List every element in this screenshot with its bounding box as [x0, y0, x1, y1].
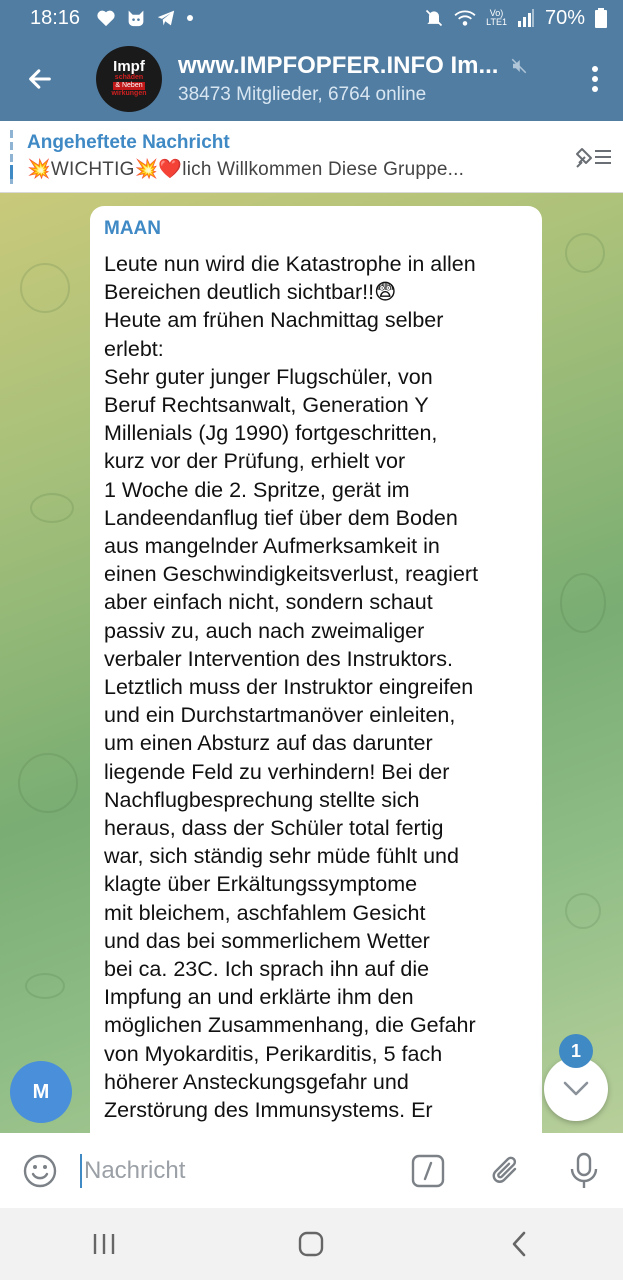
status-time: 18:16	[30, 6, 81, 29]
battery-icon	[595, 8, 607, 28]
message-sender[interactable]: MAAN	[104, 218, 161, 239]
chat-info[interactable]	[178, 52, 567, 106]
telegram-icon	[156, 9, 176, 27]
message-input-wrapper	[80, 1133, 389, 1208]
signal-icon	[517, 9, 535, 27]
slash-command-icon	[410, 1153, 446, 1189]
battery-level: 70%	[544, 6, 585, 29]
more-vertical-icon	[591, 65, 599, 93]
emoji-icon	[22, 1153, 58, 1189]
chat-subtitle: 38473 Mitglieder, 6764 online	[178, 83, 427, 105]
mute-bell-icon	[424, 8, 444, 28]
microphone-icon	[569, 1152, 599, 1190]
pinned-text: 💥WICHTIG💥❤️lich Willkommen Diese Gruppe...	[27, 159, 465, 180]
status-bar	[0, 0, 623, 36]
cat-icon	[126, 9, 146, 27]
channel-avatar[interactable]: Impf schäden & Neben wirkungen	[96, 46, 162, 112]
unread-badge: 1	[559, 1034, 593, 1068]
wifi-icon	[454, 9, 476, 27]
back-button[interactable]	[0, 36, 80, 121]
lte-indicator: Vo) LTE1	[486, 8, 507, 27]
message-composer	[0, 1133, 623, 1208]
home-button[interactable]	[251, 1208, 371, 1280]
pin-list-icon	[573, 143, 613, 171]
chat-title: www.IMPFOPFER.INFO Im...	[178, 51, 499, 79]
arrow-left-icon	[26, 65, 54, 93]
home-icon	[297, 1230, 325, 1258]
message-text: Leute nun wird die Katastrophe in allen Bereichen deutlich sichtbar!!😨 Heute am frühen Nachmittag selber erlebt: Sehr guter junger Flugschüler, von Beruf Rechtsanwalt, Generation Y Millenials (Jg 1990) fortgeschritten, kurz vor der Prüfung, erhielt vor 1 Woche die 2. Spritze, gerät im Landeendanflug tief über dem Boden aus mangelnder Aufmerksamkeit in einen Geschwindigkeitsverlust, reagiert aber einfach nicht, sondern schaut passiv zu, auch nach zweimaliger verbaler Intervention des Instruktors. Letztlich muss der Instruktor eingreifen und ein Durchstartmanöver einleiten, um einen Absturz auf das darunter liegende Feld zu verhindern! Bei der Nachflugbesprechung stellte sich heraus, dass der Schüler total fertig war, sich ständig sehr müde fühlt und klagte über Erkältungssymptome mit bleichem, aschfahlem Gesicht und das bei sommerlichem Wetter bei ca. 23C. Ich sprach ihn auf die Impfung an und erklärte ihm den möglichen Zusammenhang, die Gefahr von Myokarditis, Perikarditis, 5 fach höherer Ansteckungsgefahr und Zerstörung des Immunsystems. Er	[104, 252, 479, 1123]
back-nav-button[interactable]	[459, 1208, 579, 1280]
avatar[interactable]: M	[10, 1061, 72, 1123]
command-button[interactable]	[389, 1153, 467, 1189]
message-input[interactable]	[84, 1157, 384, 1185]
emoji-button[interactable]	[0, 1153, 80, 1189]
pinned-title: Angeheftete Nachricht	[27, 132, 230, 153]
chevron-left-icon	[510, 1230, 528, 1258]
chevron-down-icon	[562, 1080, 590, 1098]
mic-button[interactable]	[545, 1152, 623, 1190]
chat-header	[0, 36, 623, 121]
recents-icon	[91, 1232, 117, 1256]
system-nav-bar	[0, 1208, 623, 1280]
dot-icon	[186, 14, 194, 22]
message-bubble[interactable]	[90, 206, 542, 1133]
chat-area[interactable]	[0, 193, 623, 1133]
pinned-message[interactable]	[0, 121, 623, 193]
recents-button[interactable]	[44, 1208, 164, 1280]
heart-icon	[96, 9, 116, 27]
paperclip-icon	[488, 1153, 524, 1189]
menu-button[interactable]	[567, 36, 623, 121]
attach-button[interactable]	[467, 1153, 545, 1189]
muted-speaker-icon	[510, 57, 528, 75]
pinned-list-button[interactable]	[563, 143, 623, 171]
